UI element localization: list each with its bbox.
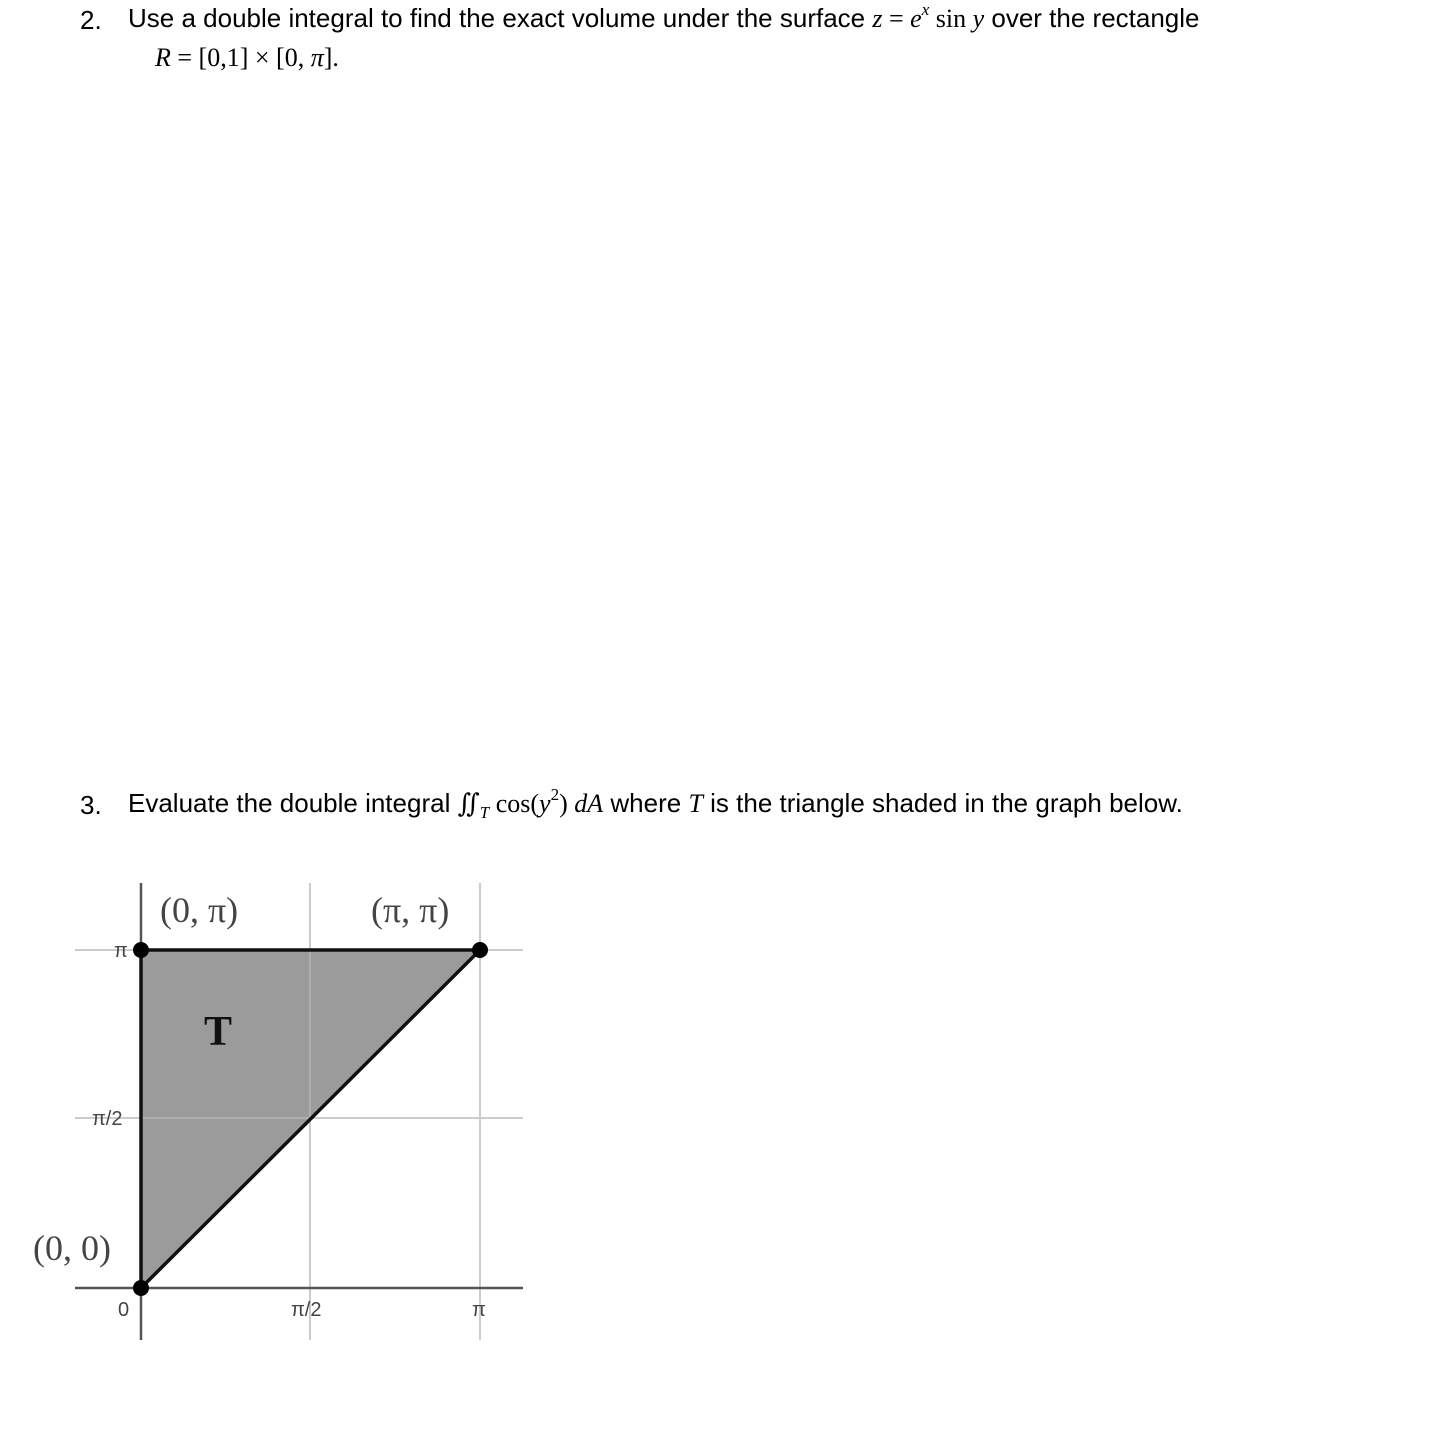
problem-2-text-after: over the rectangle — [991, 3, 1200, 33]
vertex-top-right — [472, 942, 488, 958]
problem-3-text-after: is the triangle shaded in the graph below. — [710, 788, 1183, 818]
x-tick-pi: π — [472, 1299, 486, 1321]
label-top-right: (π, π) — [371, 890, 450, 930]
problem-2-rectangle: R = [0,1] × [0, π]. — [155, 43, 339, 72]
problem-2-number: 2. — [80, 5, 102, 35]
problem-3-where: where — [610, 788, 682, 818]
x-tick-0: 0 — [118, 1299, 130, 1321]
problem-2-surface-formula: $z = e^x$ sin y — [872, 0, 985, 33]
region-label-T: T — [204, 1009, 233, 1055]
y-tick-half-pi: π/2 — [92, 1108, 123, 1130]
vertex-origin — [133, 1280, 149, 1296]
label-top-left: (0, π) — [160, 890, 239, 930]
vertex-top-left — [133, 942, 149, 958]
problem-3-integral: $∬_T$ $\cos(y^2)$ dA — [457, 785, 604, 822]
problem-3-region-T: T — [688, 789, 703, 818]
problem-3-text: Evaluate the double integral — [128, 788, 451, 818]
x-tick-half-pi: π/2 — [291, 1299, 322, 1321]
label-origin: (0, 0) — [33, 1228, 111, 1268]
y-tick-pi: π — [114, 940, 128, 962]
problem-2-text: Use a double integral to find the exact volume under the surface — [128, 3, 866, 33]
problem-3-number: 3. — [80, 790, 102, 820]
